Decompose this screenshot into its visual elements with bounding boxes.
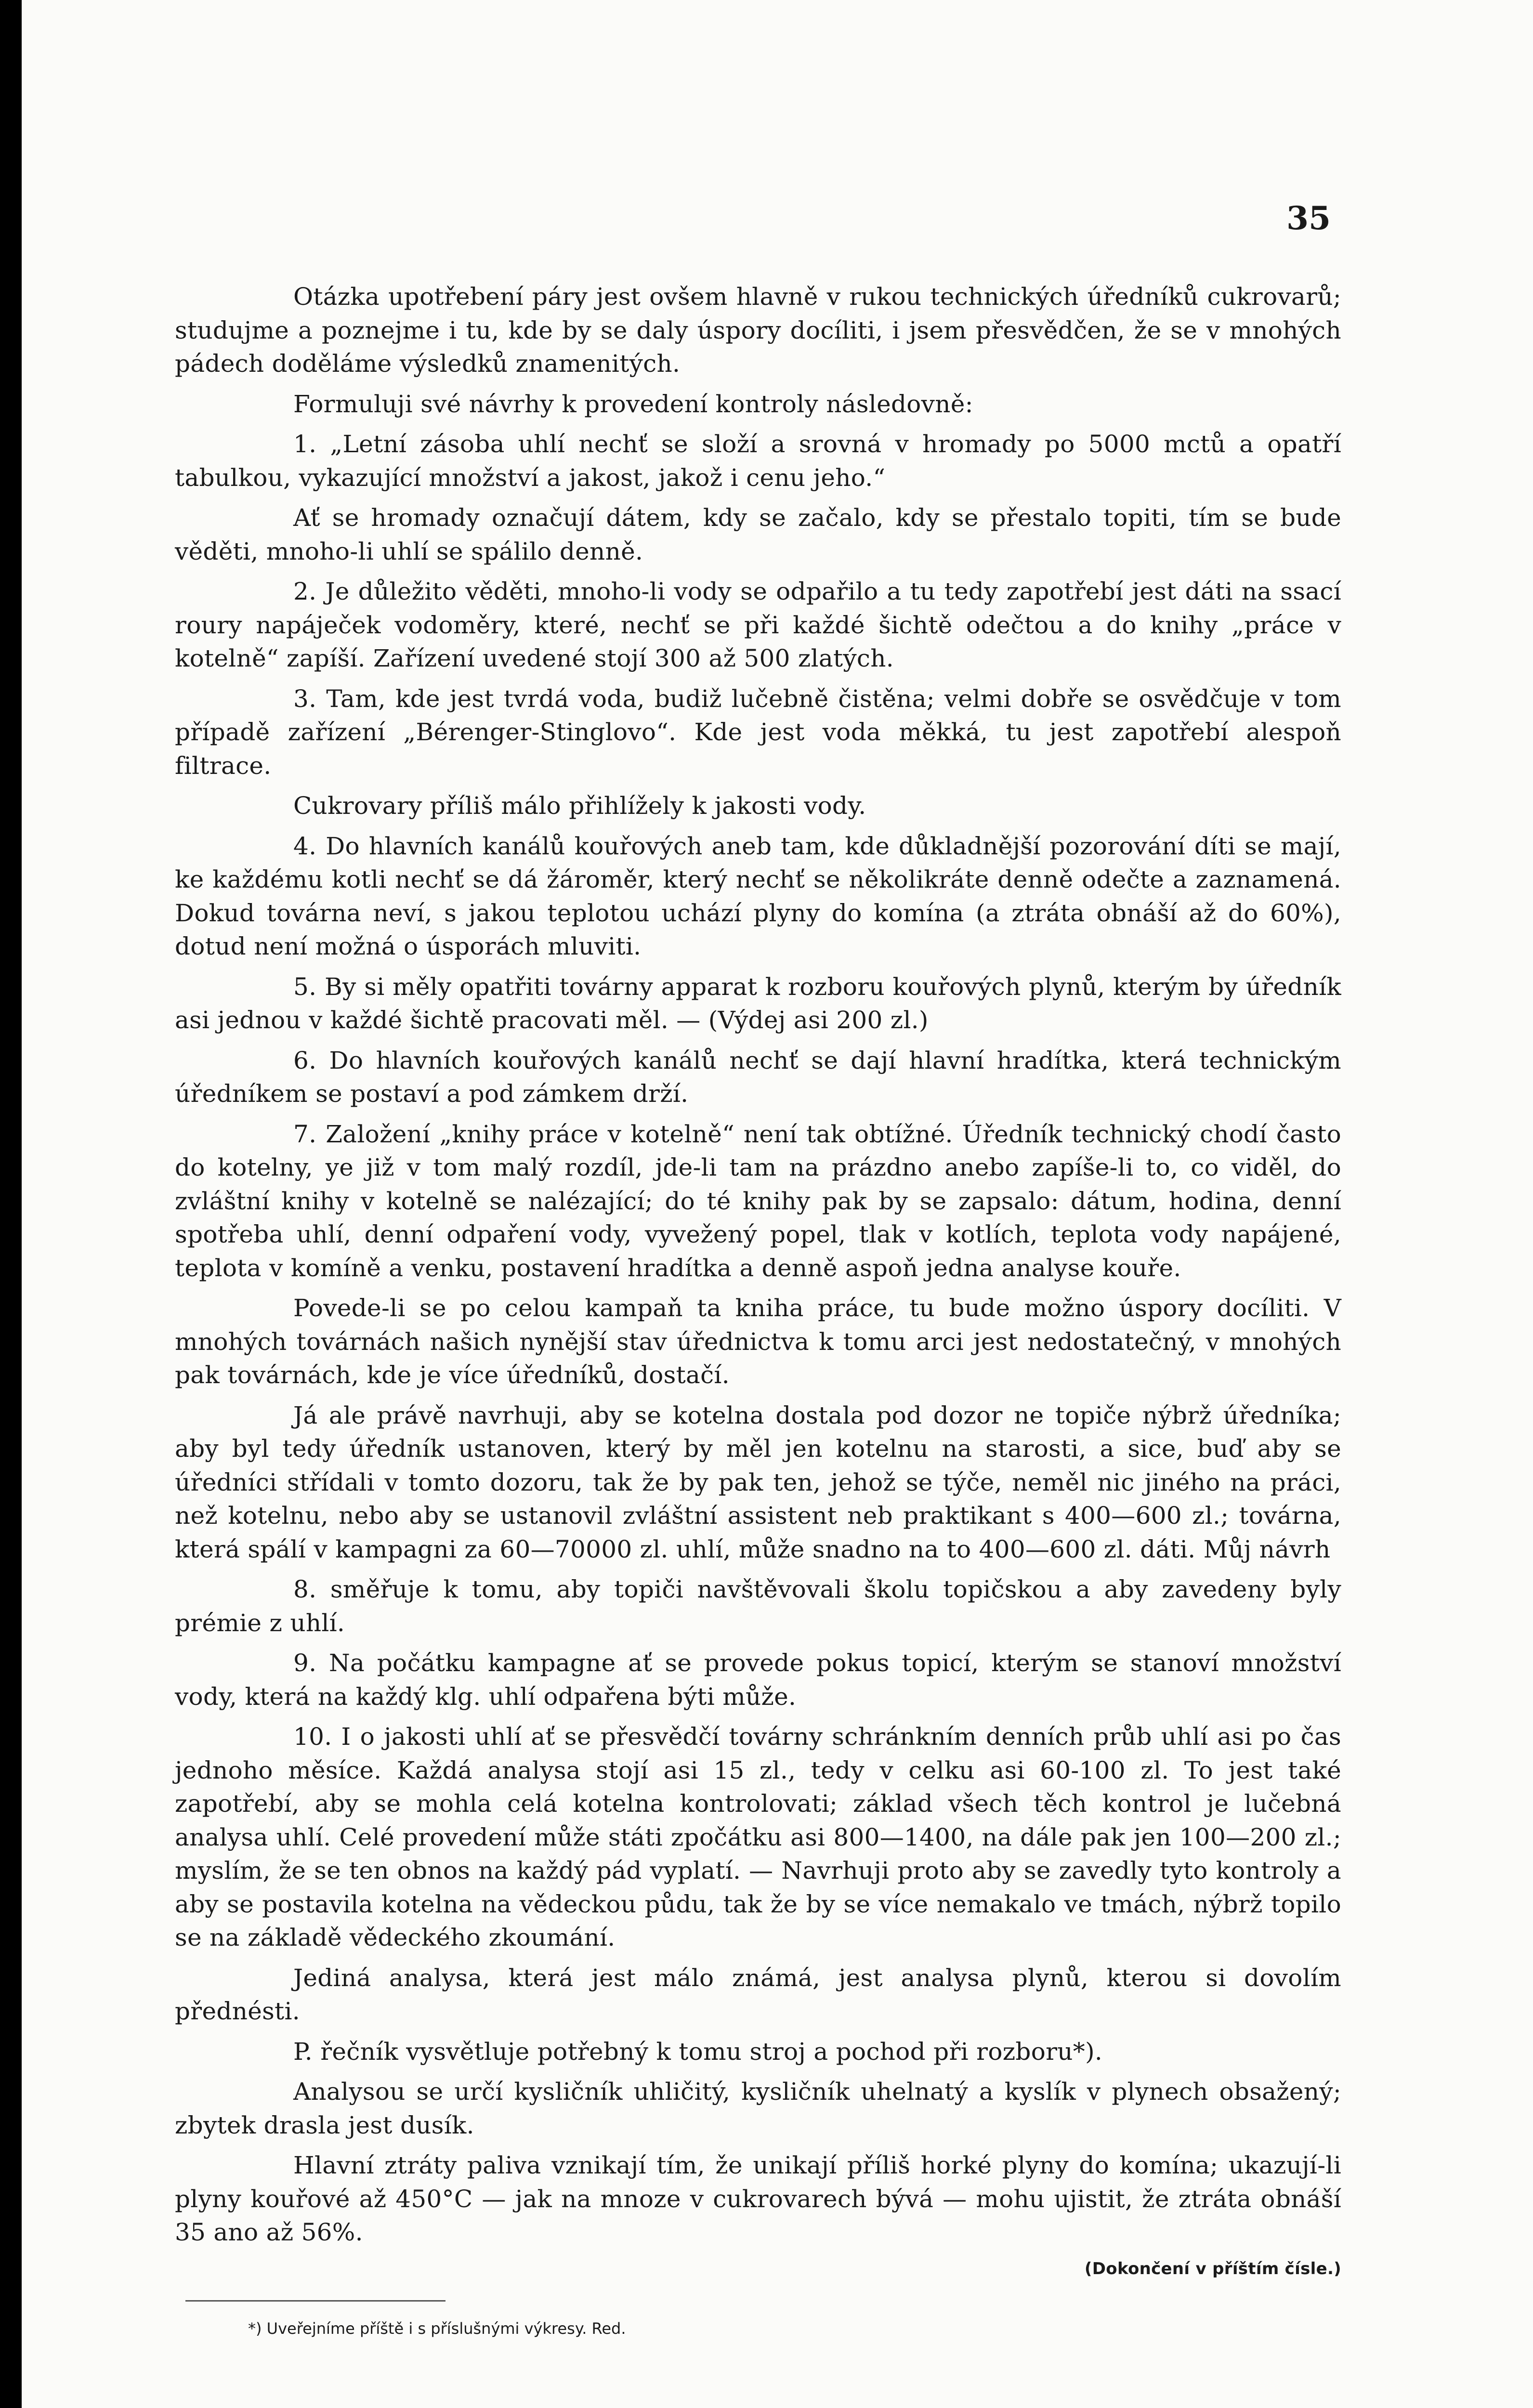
body-text [175, 280, 1341, 2286]
paragraph: Analysou se určí kysličník uhličitý, kysličník uhelnatý a kyslík v plynech obsažený; zbytek drasla jest dusík. [175, 2078, 1341, 2139]
paragraph: 6. Do hlavních kouřových kanálů nechť se dají hlavní hradítka, která technickým úředníkem se postaví a pod zámkem drží. [175, 1046, 1341, 1108]
paragraph: 4. Do hlavních kanálů kouřových aneb tam, kde důkladnější pozorování díti se mají, ke každému kotli nechť se dá žároměr, který nechť se několikráte denně odečte a zaznamená. Dokud továrna neví, s jakou teplotou uchází plyny do komína (a ztráta obnáší až do 60%), dotud není možná o úsporách mluviti. [175, 832, 1341, 960]
paragraph: Hlavní ztráty paliva vznikají tím, že unikají příliš horké plyny do komína; ukazují-li plyny kouřové až 450°C — jak na mnoze v cukrovarech bývá — mohu ujistit, že ztráta obnáší 35 ano až 56%. [175, 2151, 1341, 2246]
paragraph: 10. I o jakosti uhlí ať se přesvědčí továrny schránkním denních průb uhlí asi po čas jednoho měsíce. Každá analysa stojí asi 15 zl., tedy v celku asi 60-100 zl. To jest také zapotřebí, aby se mohla celá kotelna kontrolovati; základ všech těch kontrol je lučebná analysa uhlí. Celé provedení může státi zpočátku asi 800—1400, na dále pak jen 100—200 zl.; myslím, že se ten obnos na každý pád vyplatí. — Navrhuji proto aby se zavedly tyto kontroly a aby se postavila kotelna na vědeckou půdu, tak že by se více nemakalo ve tmách, nýbrž topilo se na základě vědeckého zkoumání. [175, 1723, 1341, 1951]
footnote: *) Uveřejníme příště i s příslušnými výkresy. Red. [248, 2319, 626, 2338]
document-page [22, 0, 1533, 2408]
page-number: 35 [1286, 199, 1331, 237]
paragraph: 3. Tam, kde jest tvrdá voda, budiž lučebně čistěna; velmi dobře se osvědčuje v tom případě zařízení „Bérenger-Stinglovo“. Kde jest voda měkká, tu jest zapotřebí alespoň filtrace. [175, 684, 1341, 780]
continuation-note: (Dokončení v příštím čísle.) [1084, 2259, 1341, 2278]
paragraph: 5. By si měly opatřiti továrny apparat k rozboru kouřových plynů, kterým by úředník asi jednou v každé šichtě pracovati měl. — (Výdej asi 200 zl.) [175, 972, 1341, 1034]
paragraph: 1. „Letní zásoba uhlí nechť se složí a srovná v hromady po 5000 mctů a opatří tabulkou, vykazující množství a jakost, jakož i cenu jeho.“ [175, 430, 1341, 492]
paragraph: 2. Je důležito věděti, mnoho-li vody se odpařilo a tu tedy zapotřebí jest dáti na ssací roury napáječek vodoměry, které, nechť se při každé šichtě odečtou a do knihy „práce v kotelně“ zapíší. Zařízení uvedené stojí 300 až 500 zlatých. [175, 577, 1341, 672]
paragraph: Cukrovary příliš málo přihlížely k jakosti vody. [293, 792, 866, 820]
paragraph: Já ale právě navrhuji, aby se kotelna dostala pod dozor ne topiče nýbrž úředníka; aby byl tedy úředník ustanoven, který by měl jen kotelnu na starosti, a sice, buď aby se úředníci střídali v tomto dozoru, tak že by pak ten, jehož se týče, neměl nic jiného na práci, než kotelnu, nebo aby se ustanovil zvláštní assistent neb praktikant s 400—600 zl.; továrna, která spálí v kampagni za 60—70000 zl. uhlí, může snadno na to 400—600 zl. dáti. Můj návrh [175, 1401, 1341, 1563]
paragraph: P. řečník vysvětluje potřebný k tomu stroj a pochod při rozboru*). [293, 2037, 1103, 2066]
paragraph: Povede-li se po celou kampaň ta kniha práce, tu bude možno úspory docíliti. V mnohých továrnách našich nynější stav úřednictva k tomu arci jest nedostatečný, v mnohých pak továrnách, kde je více úředníků, dostačí. [175, 1294, 1341, 1389]
paragraph: 8. směřuje k tomu, aby topiči navštěvovali školu topičskou a aby zavedeny byly prémie z uhlí. [175, 1575, 1341, 1637]
paragraph: 7. Založení „knihy práce v kotelně“ není tak obtížné. Úředník technický chodí často do kotelny, ye již v tom malý rozdíl, jde-li tam na prázdno anebo zapíše-li to, co viděl, do zvláštní knihy v kotelně se nalézající; do té knihy pak by se zapsalo: dátum, hodina, denní spotřeba uhlí, denní odpaření vody, vyvežený popel, tlak v kotlích, teplota vody napájené, teplota v komíně a venku, postavení hradítka a denně aspoň jedna analyse kouře. [175, 1120, 1341, 1282]
paragraph: Formuluji své návrhy k provedení kontroly následovně: [293, 390, 973, 418]
paragraph: 9. Na počátku kampagne ať se provede pokus topicí, kterým se stanoví množství vody, která na každý klg. uhlí odpařena býti může. [175, 1649, 1341, 1711]
paragraph: Jediná analysa, která jest málo známá, jest analysa plynů, kterou si dovolím přednésti. [175, 1963, 1341, 2025]
footnote-divider [185, 2300, 445, 2302]
paragraph: Otázka upotřebení páry jest ovšem hlavně v rukou technických úředníků cukrovarů; studujme a poznejme i tu, kde by se daly úspory docíliti, i jsem přesvědčen, že se v mnohých pádech doděláme výsledků znamenitých. [175, 283, 1341, 378]
paragraph: Ať se hromady označují dátem, kdy se začalo, kdy se přestalo topiti, tím se bude věděti, mnoho-li uhlí se spálilo denně. [175, 504, 1341, 565]
